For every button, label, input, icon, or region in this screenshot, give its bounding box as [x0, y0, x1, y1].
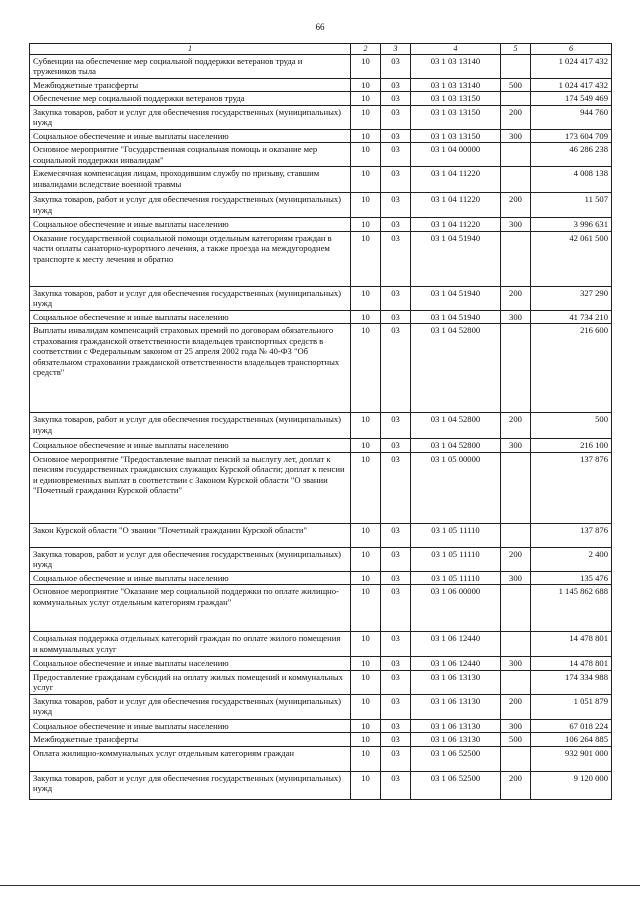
cell-section: 10 [351, 523, 381, 547]
cell-name: Закупка товаров, работ и услуг для обеспечения государственных (муниципальных) нужд [30, 193, 351, 218]
cell-expense-type: 300 [501, 439, 531, 452]
cell-expense-type: 200 [501, 547, 531, 571]
cell-subsection: 03 [381, 218, 411, 231]
table-row [30, 231, 612, 286]
cell-section: 10 [351, 571, 381, 584]
cell-expense-type: 300 [501, 310, 531, 323]
cell-name: Закупка товаров, работ и услуг для обеспечения государственных (муниципальных) нужд [30, 413, 351, 439]
cell-section: 10 [351, 547, 381, 571]
cell-expense-type: 300 [501, 218, 531, 231]
cell-section: 10 [351, 746, 381, 771]
cell-name: Субвенции на обеспечение мер социальной поддержки ветеранов труда и тружеников тыла [30, 54, 351, 78]
cell-expense-type [501, 92, 531, 105]
cell-section: 10 [351, 286, 381, 310]
table-row [30, 657, 612, 670]
cell-amount: 932 901 000 [531, 746, 612, 771]
header-cell-target-article: 4 [411, 44, 501, 55]
header-cell-subsection: 3 [381, 44, 411, 55]
cell-target-article: 03 1 03 13150 [411, 92, 501, 105]
table-row [30, 632, 612, 657]
cell-section: 10 [351, 439, 381, 452]
cell-section: 10 [351, 733, 381, 746]
cell-subsection: 03 [381, 310, 411, 323]
cell-subsection: 03 [381, 523, 411, 547]
cell-expense-type: 200 [501, 105, 531, 129]
cell-target-article: 03 1 04 52800 [411, 324, 501, 413]
cell-name: Выплаты инвалидам компенсаций страховых премий по договорам обязательного страхования гражданской ответственности владельцев транспортных средств в соответствии с Федеральным законом от 25 апреля 2002 года № 40-ФЗ "Об обязательном страховании гражданской ответственности владельцев транспортных средств" [30, 324, 351, 413]
cell-expense-type [501, 746, 531, 771]
cell-subsection: 03 [381, 92, 411, 105]
cell-subsection: 03 [381, 571, 411, 584]
cell-subsection: 03 [381, 719, 411, 732]
cell-name: Социальное обеспечение и иные выплаты населению [30, 571, 351, 584]
cell-subsection: 03 [381, 771, 411, 799]
cell-expense-type: 300 [501, 719, 531, 732]
cell-amount: 42 061 500 [531, 231, 612, 286]
cell-subsection: 03 [381, 733, 411, 746]
cell-subsection: 03 [381, 193, 411, 218]
cell-target-article: 03 1 05 11110 [411, 571, 501, 584]
cell-name: Предоставление гражданам субсидий на оплату жилых помещений и коммунальных услуг [30, 670, 351, 694]
cell-expense-type: 200 [501, 413, 531, 439]
cell-expense-type: 500 [501, 733, 531, 746]
table-body [30, 54, 612, 799]
table-row [30, 143, 612, 167]
cell-target-article: 03 1 06 52500 [411, 746, 501, 771]
header-cell-section: 2 [351, 44, 381, 55]
cell-expense-type [501, 523, 531, 547]
cell-amount: 1 145 862 688 [531, 585, 612, 632]
cell-amount: 944 760 [531, 105, 612, 129]
cell-target-article: 03 1 04 51940 [411, 231, 501, 286]
cell-target-article: 03 1 06 12440 [411, 657, 501, 670]
cell-target-article: 03 1 04 11220 [411, 167, 501, 193]
cell-amount: 1 024 417 432 [531, 78, 612, 91]
cell-target-article: 03 1 06 00000 [411, 585, 501, 632]
cell-section: 10 [351, 719, 381, 732]
cell-name: Ежемесячная компенсация лицам, проходившим службу по призыву, ставшим инвалидами вследствие военной травмы [30, 167, 351, 193]
cell-amount: 216 600 [531, 324, 612, 413]
table-row [30, 733, 612, 746]
cell-section: 10 [351, 231, 381, 286]
cell-expense-type [501, 54, 531, 78]
cell-name: Закупка товаров, работ и услуг для обеспечения государственных (муниципальных) нужд [30, 286, 351, 310]
cell-section: 10 [351, 105, 381, 129]
cell-expense-type [501, 143, 531, 167]
cell-subsection: 03 [381, 129, 411, 142]
table-row [30, 694, 612, 719]
cell-subsection: 03 [381, 413, 411, 439]
cell-target-article: 03 1 05 00000 [411, 452, 501, 523]
table-row [30, 218, 612, 231]
cell-target-article: 03 1 06 12440 [411, 632, 501, 657]
header-row [30, 44, 612, 55]
cell-subsection: 03 [381, 231, 411, 286]
cell-amount: 1 051 879 [531, 694, 612, 719]
table-row [30, 286, 612, 310]
cell-amount: 14 478 801 [531, 657, 612, 670]
cell-subsection: 03 [381, 167, 411, 193]
cell-name: Социальное обеспечение и иные выплаты населению [30, 719, 351, 732]
table-row [30, 92, 612, 105]
cell-name: Закупка товаров, работ и услуг для обеспечения государственных (муниципальных) нужд [30, 694, 351, 719]
cell-section: 10 [351, 129, 381, 142]
cell-amount: 327 290 [531, 286, 612, 310]
cell-expense-type: 200 [501, 193, 531, 218]
table-row [30, 413, 612, 439]
cell-subsection: 03 [381, 78, 411, 91]
cell-name: Межбюджетные трансферты [30, 733, 351, 746]
cell-name: Закупка товаров, работ и услуг для обеспечения государственных (муниципальных) нужд [30, 771, 351, 799]
cell-target-article: 03 1 06 13130 [411, 719, 501, 732]
table-row [30, 54, 612, 78]
table-row [30, 310, 612, 323]
cell-subsection: 03 [381, 657, 411, 670]
cell-subsection: 03 [381, 632, 411, 657]
cell-name: Социальное обеспечение и иные выплаты населению [30, 218, 351, 231]
cell-section: 10 [351, 310, 381, 323]
cell-amount: 3 996 631 [531, 218, 612, 231]
cell-name: Оплата жилищно-коммунальных услуг отдельным категориям граждан [30, 746, 351, 771]
table-row [30, 719, 612, 732]
cell-section: 10 [351, 452, 381, 523]
bottom-rule [0, 885, 640, 886]
cell-section: 10 [351, 143, 381, 167]
cell-target-article: 03 1 03 13150 [411, 129, 501, 142]
table-row [30, 78, 612, 91]
cell-expense-type: 300 [501, 129, 531, 142]
cell-amount: 41 734 210 [531, 310, 612, 323]
cell-expense-type: 300 [501, 571, 531, 584]
cell-target-article: 03 1 06 13130 [411, 670, 501, 694]
cell-amount: 1 024 417 432 [531, 54, 612, 78]
cell-name: Обеспечение мер социальной поддержки ветеранов труда [30, 92, 351, 105]
cell-subsection: 03 [381, 439, 411, 452]
cell-section: 10 [351, 694, 381, 719]
cell-name: Основное мероприятие "Государственная социальная помощь и оказание мер социальной поддержки инвалидам" [30, 143, 351, 167]
cell-target-article: 03 1 04 51940 [411, 310, 501, 323]
header-cell-name: 1 [30, 44, 351, 55]
cell-amount: 106 264 885 [531, 733, 612, 746]
cell-name: Основное мероприятие "Оказание мер социальной поддержки по оплате жилищно-коммунальных услуг отдельным категориям граждан" [30, 585, 351, 632]
cell-amount: 14 478 801 [531, 632, 612, 657]
cell-section: 10 [351, 218, 381, 231]
cell-subsection: 03 [381, 324, 411, 413]
cell-target-article: 03 1 05 11110 [411, 547, 501, 571]
cell-target-article: 03 1 06 13130 [411, 694, 501, 719]
table-row [30, 452, 612, 523]
cell-expense-type: 200 [501, 694, 531, 719]
table-row [30, 167, 612, 193]
table-row [30, 547, 612, 571]
cell-subsection: 03 [381, 694, 411, 719]
cell-name: Межбюджетные трансферты [30, 78, 351, 91]
cell-section: 10 [351, 324, 381, 413]
cell-section: 10 [351, 78, 381, 91]
cell-subsection: 03 [381, 670, 411, 694]
cell-section: 10 [351, 771, 381, 799]
cell-expense-type [501, 632, 531, 657]
table-row [30, 129, 612, 142]
cell-amount: 137 876 [531, 452, 612, 523]
cell-subsection: 03 [381, 143, 411, 167]
cell-target-article: 03 1 05 11110 [411, 523, 501, 547]
budget-table [29, 43, 612, 800]
cell-subsection: 03 [381, 547, 411, 571]
cell-name: Закон Курской области "О звании "Почетный гражданин Курской области" [30, 523, 351, 547]
cell-amount: 216 100 [531, 439, 612, 452]
table-row [30, 771, 612, 799]
cell-subsection: 03 [381, 746, 411, 771]
table-row [30, 523, 612, 547]
cell-section: 10 [351, 585, 381, 632]
table-row [30, 571, 612, 584]
cell-section: 10 [351, 167, 381, 193]
cell-amount: 9 120 000 [531, 771, 612, 799]
cell-amount: 46 286 238 [531, 143, 612, 167]
cell-expense-type [501, 452, 531, 523]
cell-expense-type [501, 670, 531, 694]
table-row [30, 439, 612, 452]
cell-amount: 174 549 469 [531, 92, 612, 105]
page-number: 66 [315, 22, 325, 32]
cell-subsection: 03 [381, 105, 411, 129]
cell-target-article: 03 1 06 13130 [411, 733, 501, 746]
cell-amount: 173 604 709 [531, 129, 612, 142]
cell-subsection: 03 [381, 452, 411, 523]
cell-amount: 500 [531, 413, 612, 439]
cell-target-article: 03 1 03 13140 [411, 78, 501, 91]
cell-target-article: 03 1 04 11220 [411, 193, 501, 218]
cell-target-article: 03 1 03 13140 [411, 54, 501, 78]
cell-section: 10 [351, 54, 381, 78]
table-row [30, 670, 612, 694]
cell-section: 10 [351, 657, 381, 670]
table-row [30, 105, 612, 129]
cell-subsection: 03 [381, 286, 411, 310]
table-row [30, 324, 612, 413]
cell-target-article: 03 1 06 52500 [411, 771, 501, 799]
cell-name: Социальное обеспечение и иные выплаты населению [30, 657, 351, 670]
header-cell-amount: 6 [531, 44, 612, 55]
cell-name: Социальная поддержка отдельных категорий граждан по оплате жилого помещения и коммунальных услуг [30, 632, 351, 657]
cell-amount: 2 400 [531, 547, 612, 571]
cell-name: Закупка товаров, работ и услуг для обеспечения государственных (муниципальных) нужд [30, 547, 351, 571]
cell-subsection: 03 [381, 585, 411, 632]
cell-target-article: 03 1 04 00000 [411, 143, 501, 167]
cell-amount: 4 008 138 [531, 167, 612, 193]
cell-name: Социальное обеспечение и иные выплаты населению [30, 129, 351, 142]
cell-expense-type: 500 [501, 78, 531, 91]
cell-section: 10 [351, 193, 381, 218]
cell-name: Социальное обеспечение и иные выплаты населению [30, 310, 351, 323]
cell-name: Оказание государственной социальной помощи отдельным категориям граждан в части оплаты санаторно-курортного лечения, а также проезда на междугороднем транспорте к месту лечения и обратно [30, 231, 351, 286]
table-row [30, 193, 612, 218]
cell-name: Закупка товаров, работ и услуг для обеспечения государственных (муниципальных) нужд [30, 105, 351, 129]
cell-amount: 174 334 988 [531, 670, 612, 694]
cell-expense-type [501, 167, 531, 193]
cell-expense-type [501, 231, 531, 286]
cell-target-article: 03 1 04 51940 [411, 286, 501, 310]
cell-name: Основное мероприятие "Предоставление выплат пенсий за выслугу лет, доплат к пенсиям государственных гражданских служащих Курской области; доплат к пенсии и единовременных выплат в соответствии с Законом Курской области "О звании "Почетный гражданин Курской области" [30, 452, 351, 523]
cell-target-article: 03 1 04 11220 [411, 218, 501, 231]
cell-expense-type [501, 324, 531, 413]
cell-name: Социальное обеспечение и иные выплаты населению [30, 439, 351, 452]
cell-expense-type: 200 [501, 771, 531, 799]
cell-expense-type: 200 [501, 286, 531, 310]
cell-amount: 67 018 224 [531, 719, 612, 732]
cell-amount: 135 476 [531, 571, 612, 584]
header-cell-expense-type: 5 [501, 44, 531, 55]
cell-expense-type [501, 585, 531, 632]
cell-target-article: 03 1 03 13150 [411, 105, 501, 129]
cell-subsection: 03 [381, 54, 411, 78]
cell-section: 10 [351, 413, 381, 439]
cell-amount: 137 876 [531, 523, 612, 547]
cell-section: 10 [351, 92, 381, 105]
cell-section: 10 [351, 670, 381, 694]
cell-section: 10 [351, 632, 381, 657]
table-row [30, 585, 612, 632]
cell-amount: 11 507 [531, 193, 612, 218]
cell-target-article: 03 1 04 52800 [411, 439, 501, 452]
cell-target-article: 03 1 04 52800 [411, 413, 501, 439]
table-row [30, 746, 612, 771]
cell-expense-type: 300 [501, 657, 531, 670]
